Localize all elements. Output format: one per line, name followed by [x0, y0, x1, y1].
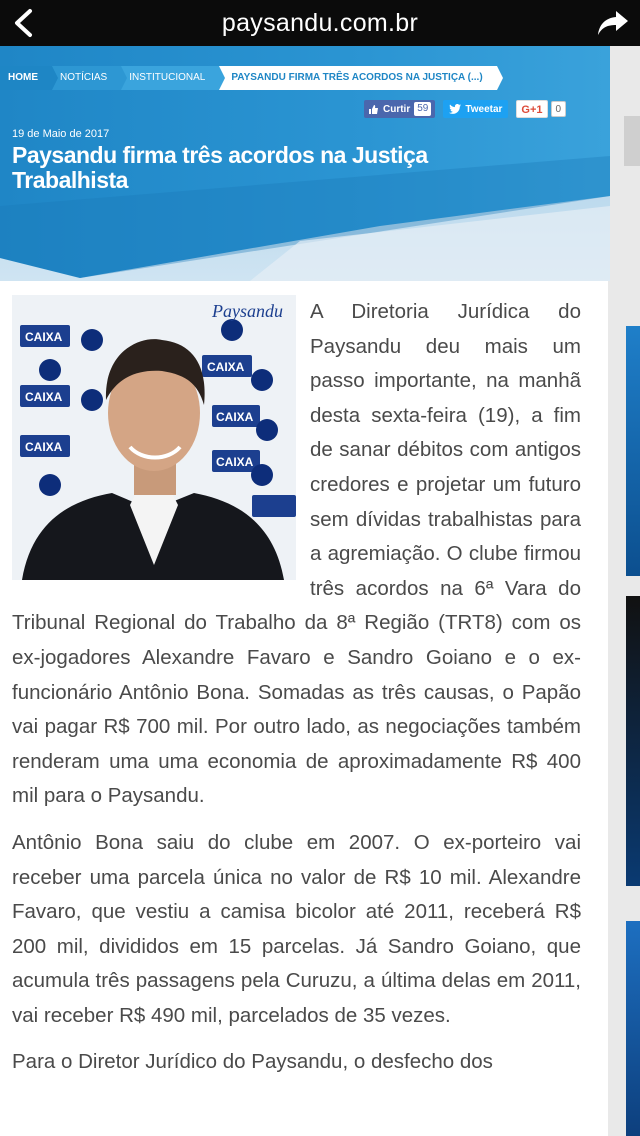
photo-sponsor-text: CAIXA: [25, 390, 63, 404]
photo-sponsor-text: CAIXA: [25, 330, 63, 344]
breadcrumb-home[interactable]: HOME: [0, 66, 52, 90]
article-header: [0, 46, 610, 281]
side-image: [626, 921, 640, 1136]
tweet-label: Tweetar: [465, 103, 503, 115]
photo-sponsor-text: CAIXA: [25, 440, 63, 454]
article-paragraph: Antônio Bona saiu do clube em 2007. O ex-porteiro vai receber uma parcela única no valor de R$ 10 mil. Alexandre Favaro, que vestiu a camisa bicolor até 2011, receberá R$ 200 mil, divididos em 15 parcelas. Já Sandro Goiano, que acumula três passagens pela Curuzu, a última delas em 2011, vai receber R$ 490 mil, parcelados de 35 vezes.: [12, 830, 581, 1027]
photo-backdrop-text: Paysandu: [212, 301, 283, 321]
twitter-bird-icon: [449, 104, 461, 114]
article-paragraph: Para o Diretor Jurídico do Paysandu, o desfecho dos: [12, 1050, 493, 1074]
article-paragraph: A Diretoria Jurídica do Paysandu deu mais um passo importante, na manhã desta sexta-feira (19), a fim de sanar débitos com antigos credores e projetar um futuro sem dívidas trabalhistas para a agremiação. O clube firmou três acordos na 6ª Vara do Tribunal Regional do Trabalho da 8ª Região (TRT8) com os ex-jogadores Alexandre Favaro e Sandro Goiano e o ex-funcionário Antônio Bona. Somadas as três causas, o Papão vai pagar R$ 700 mil. Por outro lado, as negociações também renderam uma uma economia de aproximadamente R$ 400 mil para o Paysandu.: [12, 300, 581, 808]
social-buttons: [364, 100, 566, 118]
breadcrumb-current: PAYSANDU FIRMA TRÊS ACORDOS NA JUSTIÇA (...): [219, 66, 496, 90]
share-icon[interactable]: [596, 8, 630, 38]
gplus-button[interactable]: [516, 100, 566, 118]
gplus-label: G+1: [516, 100, 547, 118]
tweet-button[interactable]: [443, 100, 508, 118]
article-photo: [12, 295, 296, 580]
facebook-like-button[interactable]: [364, 100, 435, 118]
breadcrumb-institucional[interactable]: INSTITUCIONAL: [121, 66, 219, 90]
page: [0, 46, 640, 1136]
browser-bar: [0, 0, 640, 46]
like-count: 59: [414, 102, 431, 116]
side-arrow[interactable]: [624, 116, 640, 166]
breadcrumb-noticias[interactable]: NOTÍCIAS: [52, 66, 121, 90]
url-label[interactable]: paysandu.com.br: [221, 9, 419, 37]
side-image: [626, 326, 640, 576]
like-label: Curtir: [383, 103, 411, 115]
article-date: 19 de Maio de 2017: [12, 128, 110, 140]
photo-sponsor-text: CAIXA: [216, 410, 254, 424]
side-panel-edge: [608, 46, 640, 1136]
breadcrumb: [0, 66, 497, 90]
thumbs-up-icon: [368, 104, 379, 115]
gplus-count: 0: [551, 101, 567, 117]
photo-sponsor-text: CAIXA: [216, 455, 254, 469]
side-image: [626, 596, 640, 886]
article-title: Paysandu firma três acordos na Justiça Trabalhista: [12, 142, 428, 193]
photo-sponsor-text: CAIXA: [207, 360, 245, 374]
article-body: [12, 295, 581, 1092]
